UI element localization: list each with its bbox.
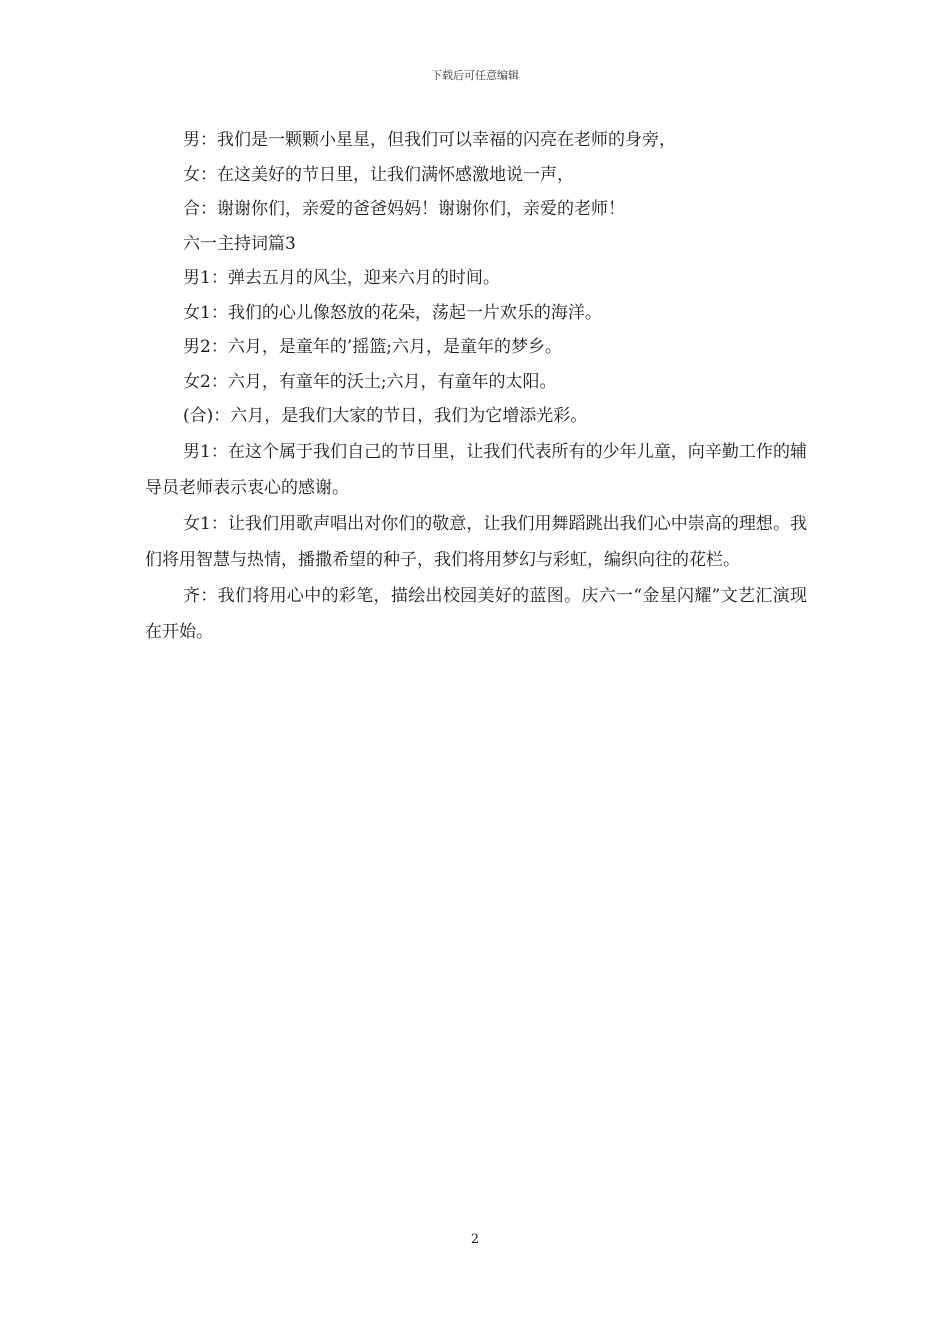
paragraph-female1-song: 女1：让我们用歌声唱出对你们的敬意，让我们用舞蹈跳出我们心中崇高的理想。我们将用智慧与热情，播撒希望的种子，我们将用梦幻与彩虹，编织向往的花栏。 (145, 513, 807, 570)
paragraph-male1-thanks: 男1：在这个属于我们自己的节日里，让我们代表所有的少年儿童，向辛勤工作的辅导员老师表示衷心的感谢。 (145, 441, 807, 498)
line-female2-june: 女2：六月，有童年的沃土;六月，有童年的太阳。 (183, 371, 557, 392)
paragraph-together-opening: 齐：我们将用心中的彩笔，描绘出校园美好的蓝图。庆六一“金星闪耀”文艺汇演现在开始。 (145, 585, 807, 642)
line-male-stars: 男：我们是一颗颗小星星，但我们可以幸福的闪亮在老师的身旁， (183, 130, 676, 150)
page-header: 下载后可任意编辑 (431, 69, 519, 82)
line-male2-june: 男2：六月，是童年的’摇篮;六月，是童年的梦乡。 (183, 337, 562, 357)
document-body (145, 123, 807, 650)
line-together-thanks: 合：谢谢你们，亲爱的爸爸妈妈！谢谢你们，亲爱的老师！ (183, 199, 625, 219)
line-female-holiday: 女：在这美好的节日里，让我们满怀感激地说一声， (183, 164, 574, 185)
line-together-june: (合)：六月，是我们大家的节日，我们为它增添光彩。 (183, 406, 588, 426)
page-number: 2 (470, 1232, 480, 1247)
section-heading: 六一主持词篇3 (183, 233, 296, 254)
line-male1-may: 男1：弹去五月的风尘，迎来六月的时间。 (183, 268, 500, 288)
line-female1-flowers: 女1：我们的心儿像怒放的花朵，荡起一片欢乐的海洋。 (183, 302, 602, 323)
